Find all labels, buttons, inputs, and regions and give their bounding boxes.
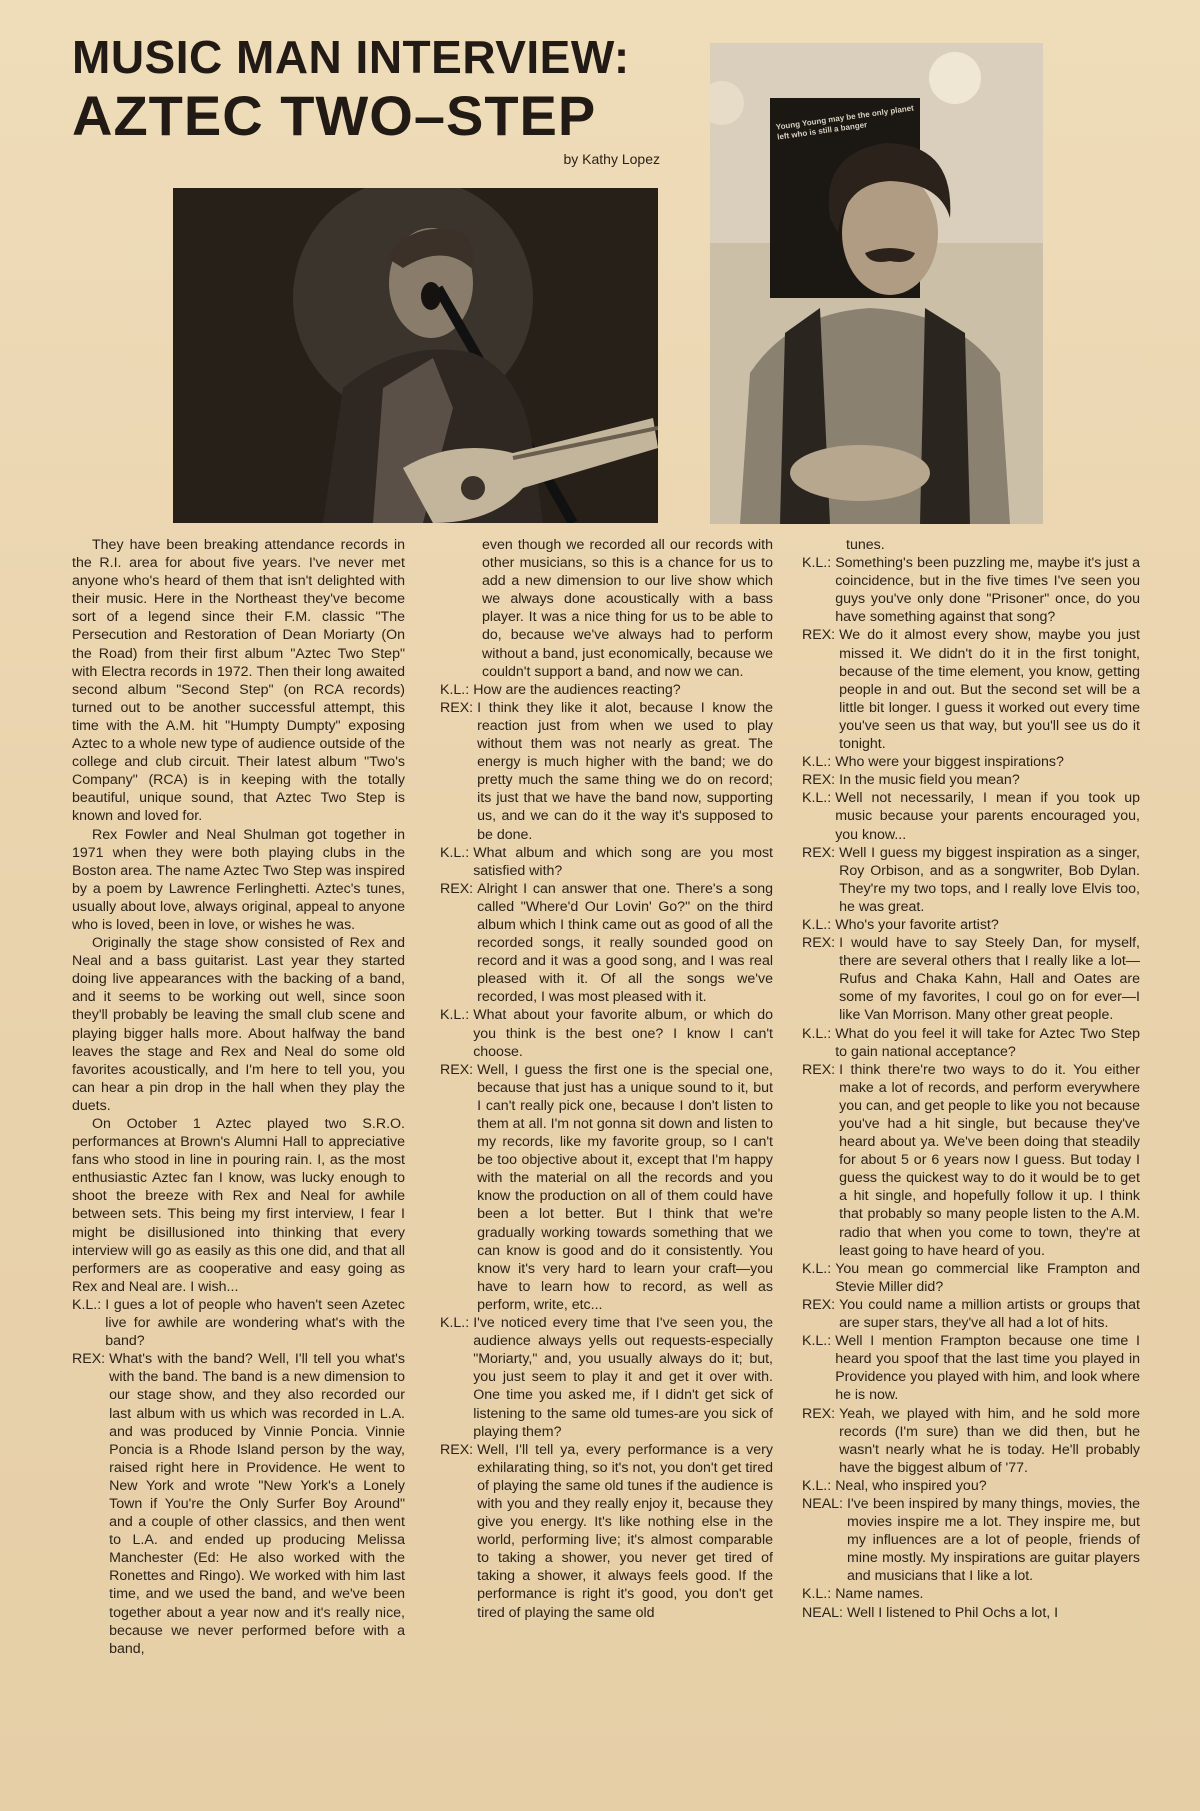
speaker-label: K.L.: xyxy=(802,1025,832,1042)
speaker-label: K.L.: xyxy=(802,790,832,807)
speaker-text: Well I guess my biggest inspiration as a singer, Roy Orbison, and as a songwriter, Bob Dylan. They're my two tops, and I really love Elvis too, he was great. xyxy=(839,844,1140,915)
interview-exchange xyxy=(802,844,1140,916)
speaker-label: REX: xyxy=(440,880,474,897)
byline: by Kathy Lopez xyxy=(563,151,660,167)
interview-exchange xyxy=(802,554,1140,626)
interview-exchange xyxy=(802,1296,1140,1332)
speaker-label: REX: xyxy=(802,1296,836,1313)
speaker-label: REX: xyxy=(802,627,836,644)
speaker-label: K.L.: xyxy=(802,754,832,771)
speaker-text: Something's been puzzling me, maybe it's just a coincidence, but in the five times I've seen you guys you've only done "Prisoner" once, do you have something against that song? xyxy=(835,555,1140,626)
photo-man-with-mustache xyxy=(710,43,1043,524)
speaker-text: Neal, who inspired you? xyxy=(835,1477,987,1494)
speaker-text: Well I mention Frampton because one time I heard you spoof that the last time you played in Providence you played with him, and look where he is now. xyxy=(835,1333,1140,1404)
article-headline xyxy=(72,31,672,147)
speaker-label: K.L.: xyxy=(72,1296,102,1313)
speaker-text: Well, I'll tell ya, every performance is a very exhilarating thing, so it's not, you don't get tired of playing the same old tunes if the audience is with you and they really enjoy it, because they give you energy. It's like nothing else in the world, performing live; it's almost comparable to taking a shower, you never get tired of taking a shower, it always feels good. If the performance is right it's good, you don't get tired of playing the same old xyxy=(477,1441,773,1621)
article-column-3 xyxy=(802,536,1140,1622)
interview-exchange xyxy=(440,699,773,844)
speaker-text: Who were your biggest inspirations? xyxy=(835,754,1064,771)
article-paragraph: They have been breaking attendance records in the R.I. area for about five years. I've never met anyone who's heard of them that isn't delighted with their music. Here in the Northeast they've become sort of a legend since their F.M. classic "The Persecution and Restoration of Dean Moriarty (On the Road) from their first album "Aztec Two Step" with Electra records in 1972. Then their long awaited second album "Second Step" (on RCA records) turned out to be another successful attempt, this time with the A.M. hit "Humpty Dumpty" exposing Aztec to a whole new type of audience outside of the college and club circuit. Their latest album "Two's Company" (RCA) is in keeping with the totally beautiful, unique sound, that Aztec Two Step is known and loved for. xyxy=(72,537,405,825)
speaker-text: Alright I can answer that one. There's a song called "Where'd Our Lovin' Go?" on the third album which I think came out as good of all the recorded songs, it really sounded good on record and it was a good song, and I was real pleased with it. Of all the songs we've recorded, I was most pleased with it. xyxy=(477,880,773,1006)
interview-exchange xyxy=(440,844,773,880)
speaker-label: K.L.: xyxy=(440,844,470,861)
speaker-text: I think they like it alot, because I know the reaction just from when we used to play without them was not nearly as great. The energy is much higher with the band; we do pretty much the same thing we do on record; its just that we have the band now, supporting us, and we can do it the way it's supposed to be done. xyxy=(477,699,773,843)
speaker-label: K.L.: xyxy=(802,1260,832,1277)
interview-exchange xyxy=(802,1495,1140,1585)
speaker-label: K.L.: xyxy=(440,1007,470,1024)
speaker-text: Well not necessarily, I mean if you took up music because your parents encouraged you, you know... xyxy=(835,790,1140,843)
interview-exchange xyxy=(802,1332,1140,1404)
interview-exchange xyxy=(802,753,1140,771)
interview-exchange xyxy=(802,1260,1140,1296)
speaker-label: NEAL: xyxy=(802,1604,844,1621)
speaker-label: REX: xyxy=(72,1351,106,1368)
speaker-label: K.L.: xyxy=(802,1333,832,1350)
article-paragraph: tunes. xyxy=(846,537,885,553)
speaker-label: REX: xyxy=(440,1061,474,1078)
interview-exchange xyxy=(440,880,773,1007)
speaker-text: Well I listened to Phil Ochs a lot, I xyxy=(847,1604,1059,1621)
article-paragraph: Rex Fowler and Neal Shulman got together in 1971 when they were both playing clubs in the Boston area. The name Aztec Two Step was inspired by a poem by Lawrence Ferlinghetti. Aztec's tunes, usually about love, always original, appeal to anyone who is loved, been in love, or wishes he was. xyxy=(72,826,405,933)
interview-exchange xyxy=(802,916,1140,934)
interview-exchange xyxy=(72,1296,405,1350)
speaker-label: K.L.: xyxy=(440,681,470,698)
interview-exchange xyxy=(802,626,1140,753)
speaker-label: K.L.: xyxy=(802,1477,832,1494)
photo-singer-with-guitar xyxy=(173,188,658,523)
speaker-text: Who's your favorite artist? xyxy=(835,916,999,933)
speaker-text: What do you feel it will take for Aztec Two Step to gain national acceptance? xyxy=(835,1025,1140,1060)
interview-exchange xyxy=(802,771,1140,789)
speaker-label: REX: xyxy=(802,935,836,952)
speaker-text: What about your favorite album, or which do you think is the best one? I know I can't choose. xyxy=(473,1007,773,1060)
interview-exchange xyxy=(440,1061,773,1314)
interview-exchange xyxy=(802,1585,1140,1603)
speaker-text: You mean go commercial like Frampton and Stevie Miller did? xyxy=(835,1260,1140,1295)
speaker-text: Well, I guess the first one is the special one, because that just has a unique sound to it, but I can't really pick one, because I don't listen to them at all. I'm not gonna sit down and listen to my records, like my favorite group, so I can't be too objective about it, except that I'm happy with the material on all the records and you know the production on all of them could have been a lot better. But I think that we're gradually working towards something that we can know is good and do it consistently. You know it's very hard to learn your craft—you have to learn how to record, as well as perform, write, etc... xyxy=(477,1061,773,1313)
interview-exchange xyxy=(802,1061,1140,1260)
interview-exchange xyxy=(802,934,1140,1024)
article-column-1 xyxy=(72,536,405,1658)
speaker-label: K.L.: xyxy=(802,916,832,933)
speaker-label: REX: xyxy=(440,699,474,716)
article-paragraph: even though we recorded all our records with other musicians, so this is a chance for us to add a new dimension to our live show which we always done acoustically with a bass player. It was a nice thing for us to be able to do, because we've always had to perform without a band, just economically, because we couldn't support a band, and now we can. xyxy=(482,537,773,680)
interview-exchange xyxy=(440,681,773,699)
speaker-text: I've noticed every time that I've seen you, the audience always yells out requests-especially "Moriarty," and, you usually always do it; but, you just seem to play it and get it over with. One time you asked me, if I didn't get sick of listening to the same old tumes-are you sick of playing them? xyxy=(473,1315,773,1440)
speaker-text: We do it almost every show, maybe you just missed it. We didn't do it in the first tonight, because of the time element, you know, getting people in and out. But the second set will be a little bit longer. I guess it worked out every time you've seen us that way, but you'll see us do it tonight. xyxy=(839,627,1140,753)
headline-line-1: MUSIC MAN INTERVIEW: xyxy=(72,31,630,83)
interview-exchange xyxy=(802,789,1140,843)
speaker-label: REX: xyxy=(802,1061,836,1078)
article-paragraph: Originally the stage show consisted of Rex and Neal and a bass guitarist. Last year they started doing live appearances with the backing of a band, and it seems to be working out well, since soon they'll probably be leaving the small club scene and playing bigger halls more. About halfway the band leaves the stage and Rex and Neal do some old favorites acoustically, and I'm here to tell you, you can hear a pin drop in the hall when they play the duets. xyxy=(72,935,405,1114)
interview-exchange xyxy=(802,1477,1140,1495)
speaker-label: NEAL: xyxy=(802,1495,844,1512)
interview-exchange xyxy=(802,1405,1140,1477)
photo-singer-illustration xyxy=(173,188,658,523)
interview-exchange xyxy=(802,1025,1140,1061)
speaker-text: I would have to say Steely Dan, for myself, there are several others that I really like a lot—Rufus and Chaka Kahn, Hall and Oates are some of my favorites, I coul go on for ever—I like Van Morrison. Many other great people. xyxy=(839,935,1140,1024)
speaker-text: I've been inspired by many things, movies, the movies inspire me a lot. They inspire me, but my influences are a lot of people, friends of mine mostly. My inspirations are guitar players and musicians that I like a lot. xyxy=(847,1495,1140,1585)
speaker-text: In the music field you mean? xyxy=(839,772,1020,789)
speaker-label: K.L.: xyxy=(802,1586,832,1603)
photo-sign-text: Young Young may be the only planet left who is still a banger xyxy=(775,103,915,142)
article-column-2 xyxy=(440,536,773,1622)
speaker-label: REX: xyxy=(440,1441,474,1458)
speaker-label: REX: xyxy=(802,772,836,789)
speaker-text: What album and which song are you most satisfied with? xyxy=(473,844,773,879)
speaker-label: REX: xyxy=(802,1405,836,1422)
interview-exchange xyxy=(440,1006,773,1060)
speaker-text: You could name a million artists or groups that are super stars, they've all had a lot of hits. xyxy=(839,1296,1140,1332)
speaker-text: Yeah, we played with him, and he sold more records (I'm sure) than we did then, but he wasn't nearly what he is today. He'll probably have the biggest album of '77. xyxy=(839,1405,1140,1476)
speaker-label: K.L.: xyxy=(802,555,832,572)
headline-line-2: AZTEC TWO–STEP xyxy=(72,84,597,147)
speaker-text: Name names. xyxy=(835,1586,924,1603)
interview-exchange xyxy=(802,1604,1140,1622)
speaker-text: What's with the band? Well, I'll tell you what's with the band. The band is a new dimension to our stage show, and they also recorded our last album with us which was recorded in L.A. and was produced by Vinnie Poncia. Vinnie Poncia is a Rhode Island person by the way, raised right here in Providence. He went to New York and wrote "New York's a Lonely Town if You're the Only Surfer Boy Around" and a couple of other classics, and then went to L.A. and ended up producing Melissa Manchester (Ed: He also worked with the Ronettes and Ringo). We worked with him last time, and we used the band, and we've been together about a year now and it's really nice, because we never performed before with a band, xyxy=(109,1351,405,1657)
speaker-text: I gues a lot of people who haven't seen Azetec live for awhile are wondering what's with the band? xyxy=(105,1296,405,1350)
speaker-text: How are the audiences reacting? xyxy=(473,681,681,698)
speaker-label: K.L.: xyxy=(440,1315,470,1332)
interview-exchange xyxy=(440,1314,773,1441)
article-paragraph: On October 1 Aztec played two S.R.O. performances at Brown's Alumni Hall to appreciative fans who stood in line in pouring rain. I, as the most enthusiastic Aztec fan I know, was lucky enough to shoot the breeze with Rex and Neal for awhile between sets. This being my first interview, I fear I might be disillusioned into thinking that every interview will go as easily as this one did, and that all performers are as cooperative and easy going as Rex and Neal are. I wish... xyxy=(72,1116,405,1295)
interview-exchange xyxy=(72,1350,405,1658)
speaker-label: REX: xyxy=(802,844,836,861)
interview-exchange xyxy=(440,1441,773,1622)
speaker-text: I think there're two ways to do it. You either make a lot of records, and perform everywhere you can, and get people to like you not because you've had a hit single, but because they've heard about ya. We've been doing that steadily for about 5 or 6 years now I guess. But today I guess the quickest way to do it would be to get a hit single, and hopefully follow it up. I think that probably so many people listen to the A.M. radio that when you come to town, they're at least going to have heard of you. xyxy=(839,1061,1140,1259)
